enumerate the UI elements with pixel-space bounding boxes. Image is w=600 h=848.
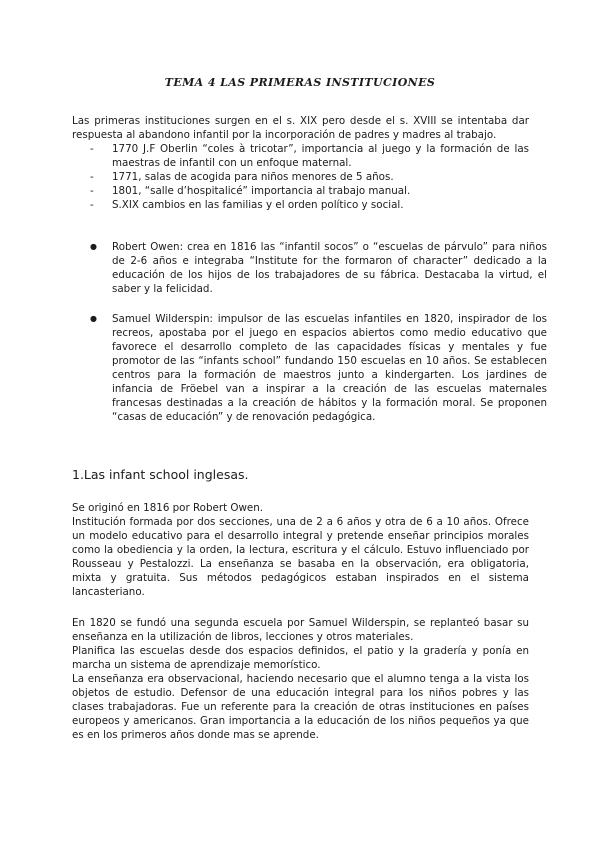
dash-item: - 1801, “salle d’hospitalicé” importancia al trabajo manual. [90,184,529,198]
section-paragraph: En 1820 se fundó una segunda escuela por Samuel Wilderspin, se replanteó basar su enseñanza en la utilización de libros, lecciones y otros materiales. [72,617,529,643]
section-block-2 [72,616,529,742]
dash-item: - S.XIX cambios en las familias y el orden político y social. [90,198,529,212]
section-paragraph: La enseñanza era observacional, haciendo necesario que el alumno tenga a la vista los objetos de estudio. Defensor de una educación integral para los niños pobres y las clases trabajadoras. Fue un referente para la creación de otras instituciones en países europeos y americanos. Gran importancia a la educación de los niños pequeños ya que es en los primeros años donde mas se aprende. [72,673,529,741]
dash-list [72,142,529,212]
section-heading: 1.Las infant school inglesas. [72,467,249,482]
section-block-1 [72,501,529,599]
bullet-item-wilderspin: ● Samuel Wilderspin: impulsor de las escuelas infantiles en 1820, inspirador de los recreos, apostaba por el juego en espacios abiertos como medio educativo que favorece el desarrollo completo de las capacidades físicas y mentales y fue promotor de las “infants school” fundando 150 escuelas en 10 años. Se establecen centros para la formación de maestros junto a kindergarten. Los jardines de infancia de Fröebel van a inspirar a la creación de las escuelas maternales francesas destinadas a la creación de hábitos y la formación moral. Se proponen “casas de educación” y de renovación pedagógica. [90,312,547,424]
intro-block [72,114,529,212]
dash-item: - 1771, salas de acogida para niños menores de 5 años. [90,170,529,184]
section-paragraph: Institución formada por dos secciones, una de 2 a 6 años y otra de 6 a 10 años. Ofrece un modelo educativo para el desarrollo integral y pretende enseñar principios morales como la obediencia y la orden, la lectura, escritura y el cálculo. Estuvo influenciado por Rousseau y Pestalozzi. La enseñanza se basaba en la observación, era obligatoria, mixta y gratuita. Sus métodos pedagógicos estaban inspirados en el sistema lancasteriano. [72,516,529,598]
bullet-item-owen: ● Robert Owen: crea en 1816 las “infantil socos” o “escuelas de párvulo” para niños de 2-6 años e integraba “Institute for the formaron of character” dedicado a la educación de los hijos de los trabajadores de su fábrica. Destacaba la virtud, el saber y la felicidad. [90,240,547,296]
bullet-list-owen [72,240,547,296]
intro-paragraph: Las primeras instituciones surgen en el s. XIX pero desde el s. XVIII se intentaba dar respuesta al abandono infantil por la incorporación de padres y madres al trabajo. [72,115,529,141]
section-paragraph: Se originó en 1816 por Robert Owen. [72,502,264,514]
section-paragraph: Planifica las escuelas desde dos espacios definidos, el patio y la gradería y ponía en marcha un sistema de aprendizaje memorístico. [72,645,529,671]
dash-item: - 1770 J.F Oberlin “coles à tricotar”, importancia al juego y la formación de las maestras de infantil con un enfoque maternal. [90,142,529,170]
page-title: TEMA 4 LAS PRIMERAS INSTITUCIONES [164,76,436,89]
bullet-list-wilderspin [72,312,547,424]
